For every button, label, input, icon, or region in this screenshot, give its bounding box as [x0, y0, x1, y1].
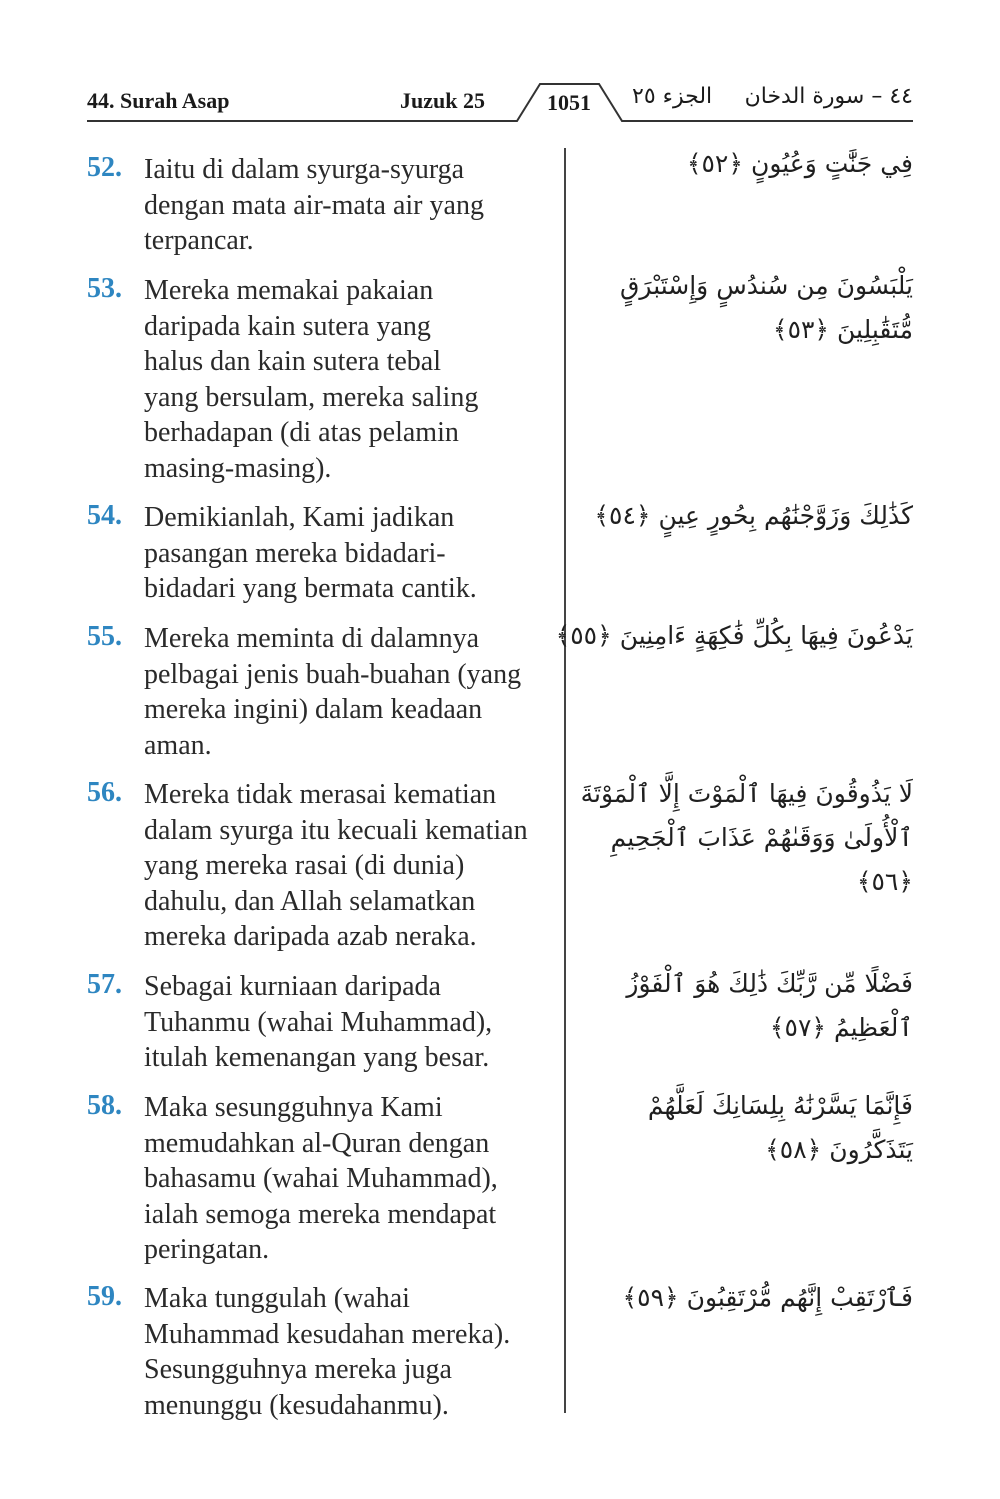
- verse-number: 55.: [87, 621, 122, 652]
- verse-translation: Iaitu di dalam syurga-syurga dengan mata air-mata air yang terpancar.: [144, 154, 484, 256]
- verse-number: 56.: [87, 777, 122, 808]
- verse-arabic: فَٱرْتَقِبْ إِنَّهُم مُّرْتَقِبُونَ ﴿٥٩﴾: [622, 1283, 913, 1312]
- verse-number: 53.: [87, 273, 122, 304]
- surah-title: 44. Surah Asap: [87, 88, 230, 113]
- verse-number: 52.: [87, 152, 122, 183]
- verse-arabic: فَإِنَّمَا يَسَّرْنَٰهُ بِلِسَانِكَ لَعَلَّهُمْ يَتَذَكَّرُونَ ﴿٥٨﴾: [647, 1091, 913, 1164]
- verse-number: 58.: [87, 1090, 122, 1121]
- verse-arabic: لَا يَذُوقُونَ فِيهَا ٱلْمَوْتَ إِلَّا ٱلْمَوْتَةَ ٱلْأُولَىٰ وَوَقَىٰهُمْ عَذَابَ ٱلْجَحِيمِ ﴿٥٦﴾: [580, 779, 913, 896]
- juzuk-label: Juzuk 25: [400, 88, 485, 113]
- verse-translation: Mereka meminta di dalamnya pelbagai jenis buah-buahan (yang mereka ingini) dalam keadaan aman.: [144, 623, 522, 761]
- verse-translation: Sebagai kurniaan daripada Tuhanmu (wahai Muhammad), itulah kemenangan yang besar.: [144, 971, 493, 1073]
- verse-translation: Mereka memakai pakaian daripada kain sutera yang halus dan kain sutera tebal yang bersulam, mereka saling berhadapan (di atas pelamin masing-masing).: [144, 275, 479, 484]
- verse-arabic: فِي جَنَّٰتٍ وَعُيُونٍ ﴿٥٢﴾: [686, 149, 913, 178]
- verse-number: 59.: [87, 1281, 122, 1312]
- verse-number: 54.: [87, 500, 122, 531]
- verse-arabic: يَلْبَسُونَ مِن سُندُسٍ وَإِسْتَبْرَقٍ مُّتَقَٰبِلِينَ ﴿٥٣﴾: [620, 271, 913, 344]
- verse-arabic: يَدْعُونَ فِيهَا بِكُلِّ فَٰكِهَةٍ ءَامِنِينَ ﴿٥٥﴾: [555, 621, 913, 650]
- arabic-surah-title: ٤٤ – سورة الدخان: [744, 84, 913, 109]
- verse-translation: Maka sesungguhnya Kami memudahkan al-Quran dengan bahasamu (wahai Muhammad), ialah semoga mereka mendapat peringatan.: [144, 1092, 498, 1265]
- page-header: [87, 80, 913, 125]
- verse-arabic: كَذَٰلِكَ وَزَوَّجْنَٰهُم بِحُورٍ عِينٍ ﴿٥٤﴾: [594, 501, 913, 530]
- verse-translation: Mereka tidak merasai kematian dalam syurga itu kecuali kematian yang mereka rasai (di dunia) dahulu, dan Allah selamatkan mereka daripada azab neraka.: [144, 779, 528, 952]
- verse-translation: Demikianlah, Kami jadikan pasangan mereka bidadari- bidadari yang bermata cantik.: [144, 502, 477, 604]
- page-number: 1051: [547, 90, 591, 115]
- arabic-juz-label: الجزء ٢٥: [632, 84, 713, 109]
- verse-number: 57.: [87, 969, 122, 1000]
- verse-translation: Maka tunggulah (wahai Muhammad kesudahan mereka). Sesungguhnya mereka juga menunggu (kesudahanmu).: [144, 1283, 511, 1421]
- verse-arabic: فَضْلًا مِّن رَّبِّكَ ذَٰلِكَ هُوَ ٱلْفَوْزُ ٱلْعَظِيمُ ﴿٥٧﴾: [626, 969, 913, 1042]
